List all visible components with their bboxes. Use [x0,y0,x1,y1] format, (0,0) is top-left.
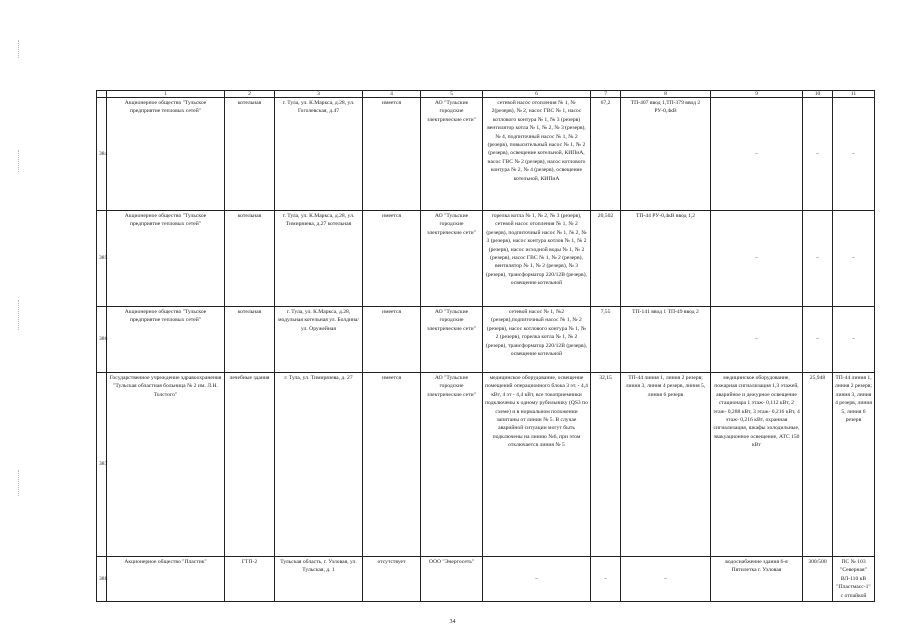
header-cell: 8 [621,91,711,98]
backup-feed-cell: – [833,98,875,211]
equipment-cell: сетевой насос № 1, №2 (резерв),подпиточный насос № 1, № 2 (резерв), насос котлового контура № 1, № 2 (резерв), горелка котла № 1, № 2 (резерв), трансформатор 220/12В (резерв), освещение котельной [483,307,591,373]
availability-cell: имеется [363,98,421,211]
organization-cell: Акционерное общество "Тульское предприятие тепловых сетей" [107,211,225,307]
header-cell: 10 [803,91,833,98]
equipment-cell: горелка котла № 1, № 2, № 3 (резерв), сетевой насос отопления № 1, № 2 (резерв), подпиточный насос № 1, № 2, № 3 (резерв), насос контура котлов № 1, № 2 (резерв), насос исходной воды № 1, № 2 (резерв), насос ГВС № 1, № 2 (резерв), вентилятор № 1, № 2 (резерв), № 3 (резерв), трансформатор 220/12В (резерв), освещение котельной [483,211,591,307]
address-cell: г. Тула, ул. Тимирязева, д. 27 [275,373,363,557]
row-number: 384 [97,98,107,211]
availability-cell: имеется [363,211,421,307]
scan-artifact [18,470,20,496]
availability-cell: имеется [363,373,421,557]
address-cell: г. Тула, ул. К.Маркса, д.28, модульная котельная ул. Болдина/ул. Оружейная [275,307,363,373]
availability-cell: имеется [363,307,421,373]
backup-equipment-cell: – [711,307,803,373]
header-cell: 7 [591,91,621,98]
table-row [97,557,875,602]
backup-equipment-cell: медицинское оборудование, пожарная сигнализация 1,3 этажей, аварийное и дежурное освещение стационара 1 этаж- 0,112 кВт, 2 этаж- 0,288 кВт, 3 этаж- 0,216 кВт, 4 этаж- 0,216 кВт, охранная сигнализация, шкафы холодильные, эвакуационное освещение, АТС 150 кВт [711,373,803,557]
feed-cell: ТП-44 РУ-0,4кВ ввод 1,2 [621,211,711,307]
row-number: 386 [97,307,107,373]
row-number: 387 [97,373,107,557]
feed-cell: ТП-44 линия 1, линия 2 резерв; линия 3, линия 4 резерв, линия 5, линия 6 резерв [621,373,711,557]
power-cell: – [591,557,621,602]
scan-artifact [18,150,20,172]
backup-power-cell: – [803,98,833,211]
table-row [97,98,875,211]
address-cell: Тульская область, г. Узловая, ул. Тульская, д. 1 [275,557,363,602]
header-cell: 9 [711,91,803,98]
power-cell: 67,2 [591,98,621,211]
object-type-cell: котельная [225,211,275,307]
equipment-cell: – [483,557,591,602]
feed-cell: ТП-141 ввод 1 ТП-49 ввод 2 [621,307,711,373]
object-type-cell: котельная [225,307,275,373]
table-row [97,307,875,373]
power-cell: 20,502 [591,211,621,307]
network-org-cell: АО "Тульские городские электрические сети" [421,373,483,557]
power-cell: 7,55 [591,307,621,373]
row-number: 385 [97,211,107,307]
row-number: 388 [97,557,107,602]
backup-feed-cell: – [833,307,875,373]
header-cell: 3 [275,91,363,98]
object-type-cell: котельная [225,98,275,211]
table-row [97,211,875,307]
backup-equipment-cell: – [711,211,803,307]
page-number: 34 [449,619,456,625]
equipment-cell: медицинское оборудование, освещение помещений операционного блока 3 эт. - 4,4 кВт, 4 эт - 4,4 кВт, все токоприемники подключены к одному рубильнику (QS3 по схеме) и в нормальном положении запитаны от линии № 5. В случае аварийной ситуации могут быть подключены на линию №6, при этом отключается линия № 5 [483,373,591,557]
scan-artifact [18,40,20,58]
feed-cell: ТП-407 ввод 1,ТП-379 ввод 2 РУ-0,4кВ [621,98,711,211]
feed-cell: – [621,557,711,602]
header-cell: 5 [421,91,483,98]
header-cell: 4 [363,91,421,98]
header-cell-num [97,91,107,98]
network-org-cell: АО "Тульские городские электрические сети" [421,307,483,373]
network-org-cell: АО "Тульские городские электрические сети" [421,98,483,211]
backup-feed-cell: ПС № 103 "Северная" ВЛ-110 кВ "Пластмасс-1" с отпайкой [833,557,875,602]
data-table [96,90,875,602]
table-row [97,373,875,557]
header-cell: 6 [483,91,591,98]
backup-power-cell: 25,948 [803,373,833,557]
header-cell: 1 [107,91,225,98]
organization-cell: Акционерное общество "Тульское предприятие тепловых сетей" [107,307,225,373]
address-cell: г. Тула, ул. К.Маркса, д.28, ул. Тимирязева, д.27 котельная [275,211,363,307]
backup-feed-cell: ТП-44 линия 1, линия 2 резерв; линия 3, линия 4 резерв, линия 5, линия 6 резерв [833,373,875,557]
object-type-cell: ГТП-2 [225,557,275,602]
backup-power-cell: – [803,307,833,373]
scan-artifact [18,300,20,330]
header-row [97,91,875,98]
backup-equipment-cell: – [711,98,803,211]
backup-equipment-cell: водоснабжение здания 6-я Пятилетка г. Узловая [711,557,803,602]
header-cell: 2 [225,91,275,98]
network-org-cell: АО "Тульские городские электрические сети" [421,211,483,307]
address-cell: г. Тула, ул. К.Маркса, д.28, ул. Гоголевская, д.47 [275,98,363,211]
organization-cell: Акционерное общество "Тульское предприятие тепловых сетей" [107,98,225,211]
network-org-cell: ООО "Энергосеть" [421,557,483,602]
organization-cell: Акционерное общество "Пластик" [107,557,225,602]
backup-power-cell: – [803,211,833,307]
organization-cell: Государственное учреждение здравоохранения "Тульская областная больница № 2 им. Л.Н. Толстого" [107,373,225,557]
backup-feed-cell: – [833,211,875,307]
object-type-cell: лечебные здания [225,373,275,557]
backup-power-cell: 300/500 [803,557,833,602]
power-cell: 32,15 [591,373,621,557]
header-cell: 11 [833,91,875,98]
availability-cell: отсутствует [363,557,421,602]
equipment-cell: сетевой насос отопления № 1, № 2(резерв), № 2, насос ГВС № 1, насос котлового контура № 1, № 3 (резерв) вентилятор котла № 1, № 2, № 3 (резерв), № 4, подпиточный насос № 1, № 2 (резерв), повысительный насос № 1, № 2 (резерв), освещение котельной, КИПиА, насос ГВС № 2 (резерв), насос котлового контура № 2, № 4 (резерв), освещение котельной, КИПиА [483,98,591,211]
